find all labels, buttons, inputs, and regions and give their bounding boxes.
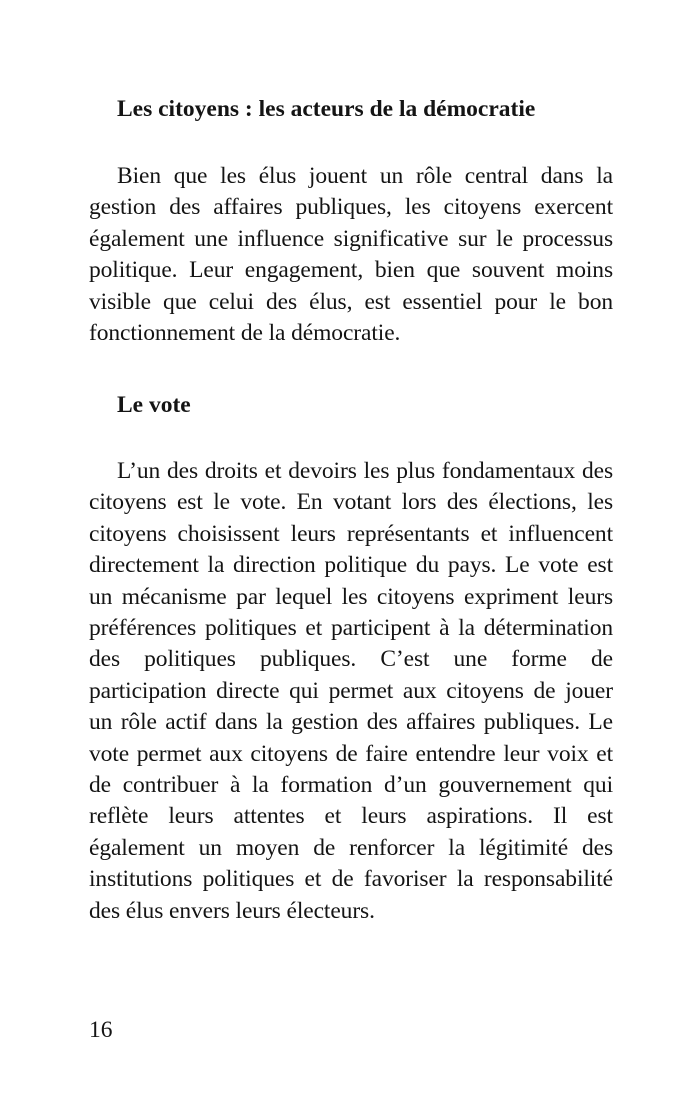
section-heading-vote: Le vote — [117, 392, 191, 418]
paragraph-vote: L’un des droits et devoirs les plus fondamentaux des citoyens est le vote. En votant lors des élections, les citoyens choisissent leurs représentants et influencent directement la direction politique du pays. Le vote est un mécanisme par lequel les citoyens expriment leurs préférences politiques et participent à la détermination des politiques publiques. C’est une forme de participation directe qui permet aux citoyens de jouer un rôle actif dans la gestion des affaires publiques. Le vote permet aux citoyens de faire entendre leur voix et de contribuer à la formation d’un gouvernement qui reflète leurs attentes et leurs aspirations. Il est également un moyen de renforcer la légitimité des institutions politiques et de favoriser la responsabilité des élus envers leurs électeurs. — [89, 458, 613, 924]
section-heading-citoyens: Les citoyens : les acteurs de la démocratie — [117, 96, 536, 122]
paragraph-citoyens: Bien que les élus jouent un rôle central dans la gestion des affaires publiques, les citoyens exercent également une influence significative sur le processus politique. Leur engagement, bien que souvent moins visible que celui des élus, est essentiel pour le bon fonctionnement de la démocratie. — [89, 163, 613, 347]
page-number: 16 — [89, 1017, 113, 1043]
